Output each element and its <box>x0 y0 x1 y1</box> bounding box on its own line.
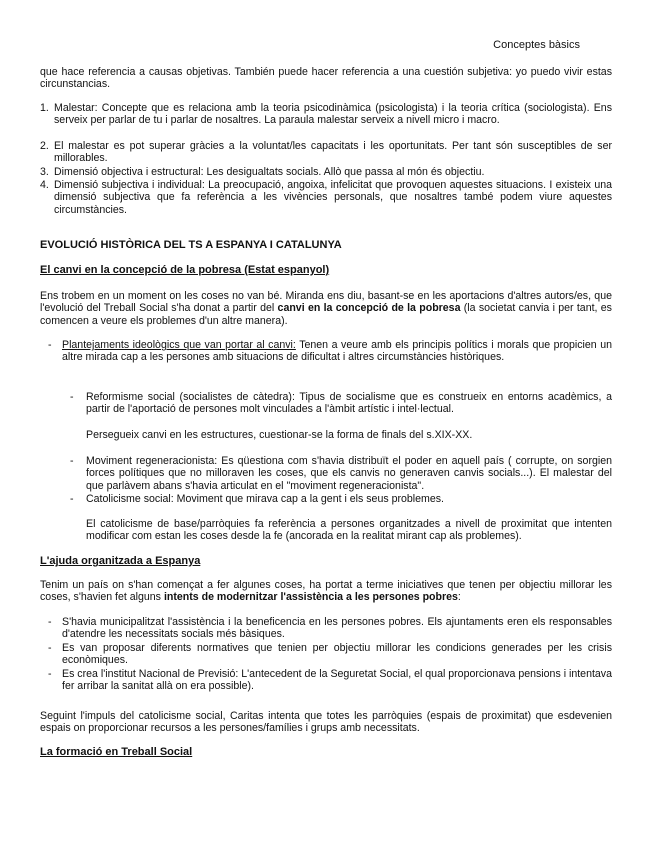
list-item: - S'havia municipalitzat l'assistència i la beneficencia en les persones pobres. Els ajuntaments eren els responsables d'atendre les necessitats socials més bàsiques. <box>48 616 612 641</box>
bullet-ideological: - Plantejaments ideològics que van portar al canvi: Tenen a veure amb els principis polítics i morals que propicien un altre mirada cap a les persones amb situacions de dificultat i altres circumstàncies històriques. <box>48 339 612 364</box>
list-item: - Es crea l'institut Nacional de Previsió: L'antecedent de la Seguretat Social, el qual proporcionava pensions i intentava fer arribar la sanitat allà on era possible). <box>48 668 612 693</box>
intro-paragraph: que hace referencia a causas objetivas. También puede hacer referencia a una cuestión subjetiva: yo puedo vivir estas circunstancias. <box>40 66 612 91</box>
numbered-list <box>40 102 612 217</box>
subsection-heading: L'ajuda organitzada a Espanya <box>40 555 201 567</box>
list-item: El catolicisme de base/parròquies fa referència a persones organitzades a nivell de proximitat que intenten modificar com estan les coses desde la fe (ancorada en la realitat mirant cap als problemes). <box>86 518 612 543</box>
list-item: Persegueix canvi en les estructures, cuestionar-se la forma de finals del s.XIX-XX. <box>86 429 473 441</box>
list-item: - Catolicisme social: Moviment que mirava cap a la gent i els seus problemes. <box>70 493 444 505</box>
subsection-heading: La formació en Treball Social <box>40 746 193 758</box>
numbered-item: 3. Dimensió objectiva i estructural: Les desigualtats socials. Allò que passa al món és objectiu. <box>40 166 485 178</box>
numbered-item: 1. Malestar: Concepte que es relaciona amb la teoria psicodinàmica (psicologista) i la teoria crítica (sociologista). Ens serveix per parlar de tu i parlar de nosaltres. La paraula malestar serveix a nivell micro i macro. <box>40 102 612 127</box>
paragraph-organized-help: Tenim un país on s'han començat a fer algunes coses, ha portat a terme iniciatives que tenen per objectiu millorar les coses, s'havien fet alguns intents de modernitzar l'assistència a les persones pobres: <box>40 579 612 604</box>
numbered-item: 4. Dimensió subjectiva i individual: La preocupació, angoixa, infelicitat que provoquen aquestes situacions. I existeix una dimensió subjectiva que fa referència a les vivències personals, que nosaltres també podem viure aquestes circumstàncies. <box>40 179 612 216</box>
list-item: - Es van proposar diferents normatives que tenien per objectiu millorar les condicions generades per les crisis econòmiques. <box>48 642 612 667</box>
subsection-heading: El canvi en la concepció de la pobresa (Estat espanyol) <box>40 264 330 276</box>
paragraph-poverty-concept: Ens trobem en un moment on les coses no van bé. Miranda ens diu, basant-se en les aportacions d'altres autors/es, que l'evolució del Treball Social s'ha donat a partir del canvi en la concepció de la pobresa (la societat canvia i per tant, es comencen a veure els problemes d'un altre manera). <box>40 290 612 327</box>
bullet-list-organized-help <box>40 616 612 694</box>
subbullet-list <box>40 391 612 544</box>
list-item: - Reformisme social (socialistes de càtedra): Tipus de socialisme que es construeix en entorns acadèmics, a partir de l'aportació de persones molt vinculades a l'àmbit artístic i intel·lectual. <box>70 391 612 416</box>
paragraph-caritas: Seguint l'impuls del catolicisme social, Caritas intenta que totes les parròquies (espais de proximitat) que esdevenien espais on proporcionar recursos a les persones/famílies i grups amb necessitats. <box>40 710 612 735</box>
numbered-item: 2. El malestar es pot superar gràcies a la voluntat/les capacitats i les oportunitats. Per tant són susceptibles de ser millorables. <box>40 140 612 165</box>
page-header-title: Conceptes bàsics <box>493 39 580 51</box>
section-heading: EVOLUCIÓ HISTÒRICA DEL TS A ESPANYA I CATALUNYA <box>40 239 342 251</box>
list-item: - Moviment regeneracionista: Es qüestiona com s'havia distribuït el poder en aquell país ( corrupte, on sorgien forces polítiques que no milloraven les coses, que els canvis no generaven canvis socials...). El malestar del que parlàvem abans s'havia articulat en el "moviment regeneracionista". <box>70 455 612 492</box>
